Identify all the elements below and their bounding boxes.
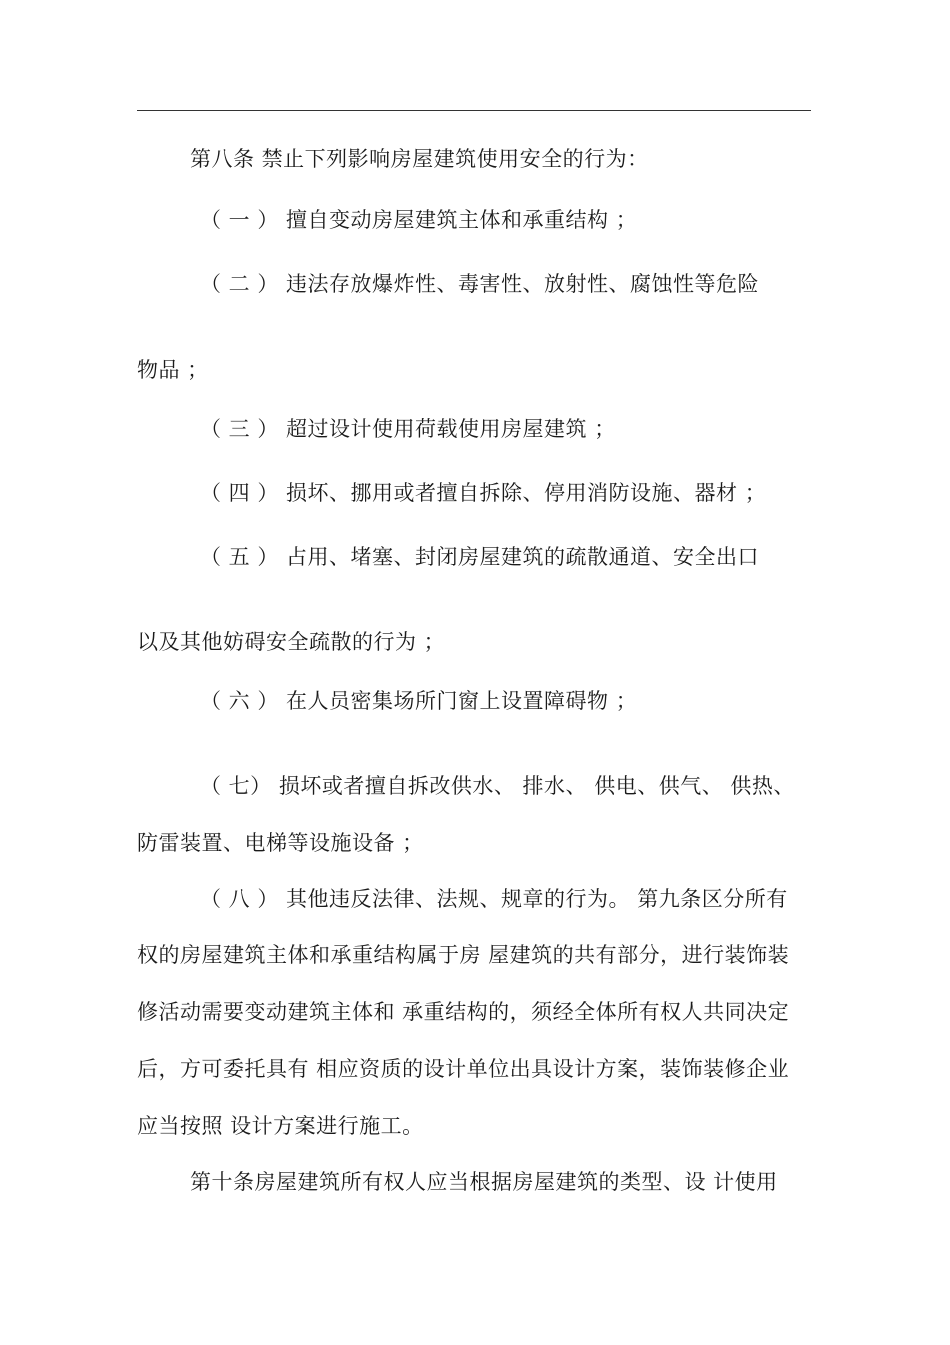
item-1: （ 一 ） 擅自变动房屋建筑主体和承重结构 ；: [200, 208, 638, 232]
item-7-continuation: 防雷装置、电梯等设施设备 ；: [137, 831, 424, 855]
article-10-line-1: 第十条房屋建筑所有权人应当根据房屋建筑的类型、设 计使用: [190, 1170, 778, 1194]
article-8-heading: 第八条 禁止下列影响房屋建筑使用安全的行为：: [190, 147, 649, 171]
item-4: （ 四 ） 损坏、挪用或者擅自拆除、停用消防设施、器材 ；: [200, 481, 767, 505]
article-9-line-3: 后，方可委托具有 相应资质的设计单位出具设计方案，装饰装修企业: [137, 1057, 790, 1081]
item-5: （ 五 ） 占用、堵塞、封闭房屋建筑的疏散通道、安全出口: [200, 545, 760, 569]
item-3: （ 三 ） 超过设计使用荷载使用房屋建筑 ；: [200, 417, 616, 441]
item-6: （ 六 ） 在人员密集场所门窗上设置障碍物 ；: [200, 689, 638, 713]
item-2-continuation: 物品 ；: [137, 358, 209, 382]
item-7: （ 七） 损坏或者擅自拆改供水、 排水、 供电、供气、 供热、: [200, 774, 795, 798]
item-5-continuation: 以及其他妨碍安全疏散的行为 ；: [137, 630, 446, 654]
item-8: （ 八 ） 其他违反法律、法规、规章的行为。 第九条区分所有: [200, 887, 788, 911]
header-rule: [137, 110, 811, 111]
article-9-line-2: 修活动需要变动建筑主体和 承重结构的，须经全体所有权人共同决定: [137, 1000, 790, 1024]
article-9-line-1: 权的房屋建筑主体和承重结构属于房 屋建筑的共有部分，进行装饰装: [137, 943, 790, 967]
item-2: （ 二 ） 违法存放爆炸性、毒害性、放射性、腐蚀性等危险: [200, 272, 760, 296]
article-9-line-4: 应当按照 设计方案进行施工。: [137, 1114, 424, 1138]
